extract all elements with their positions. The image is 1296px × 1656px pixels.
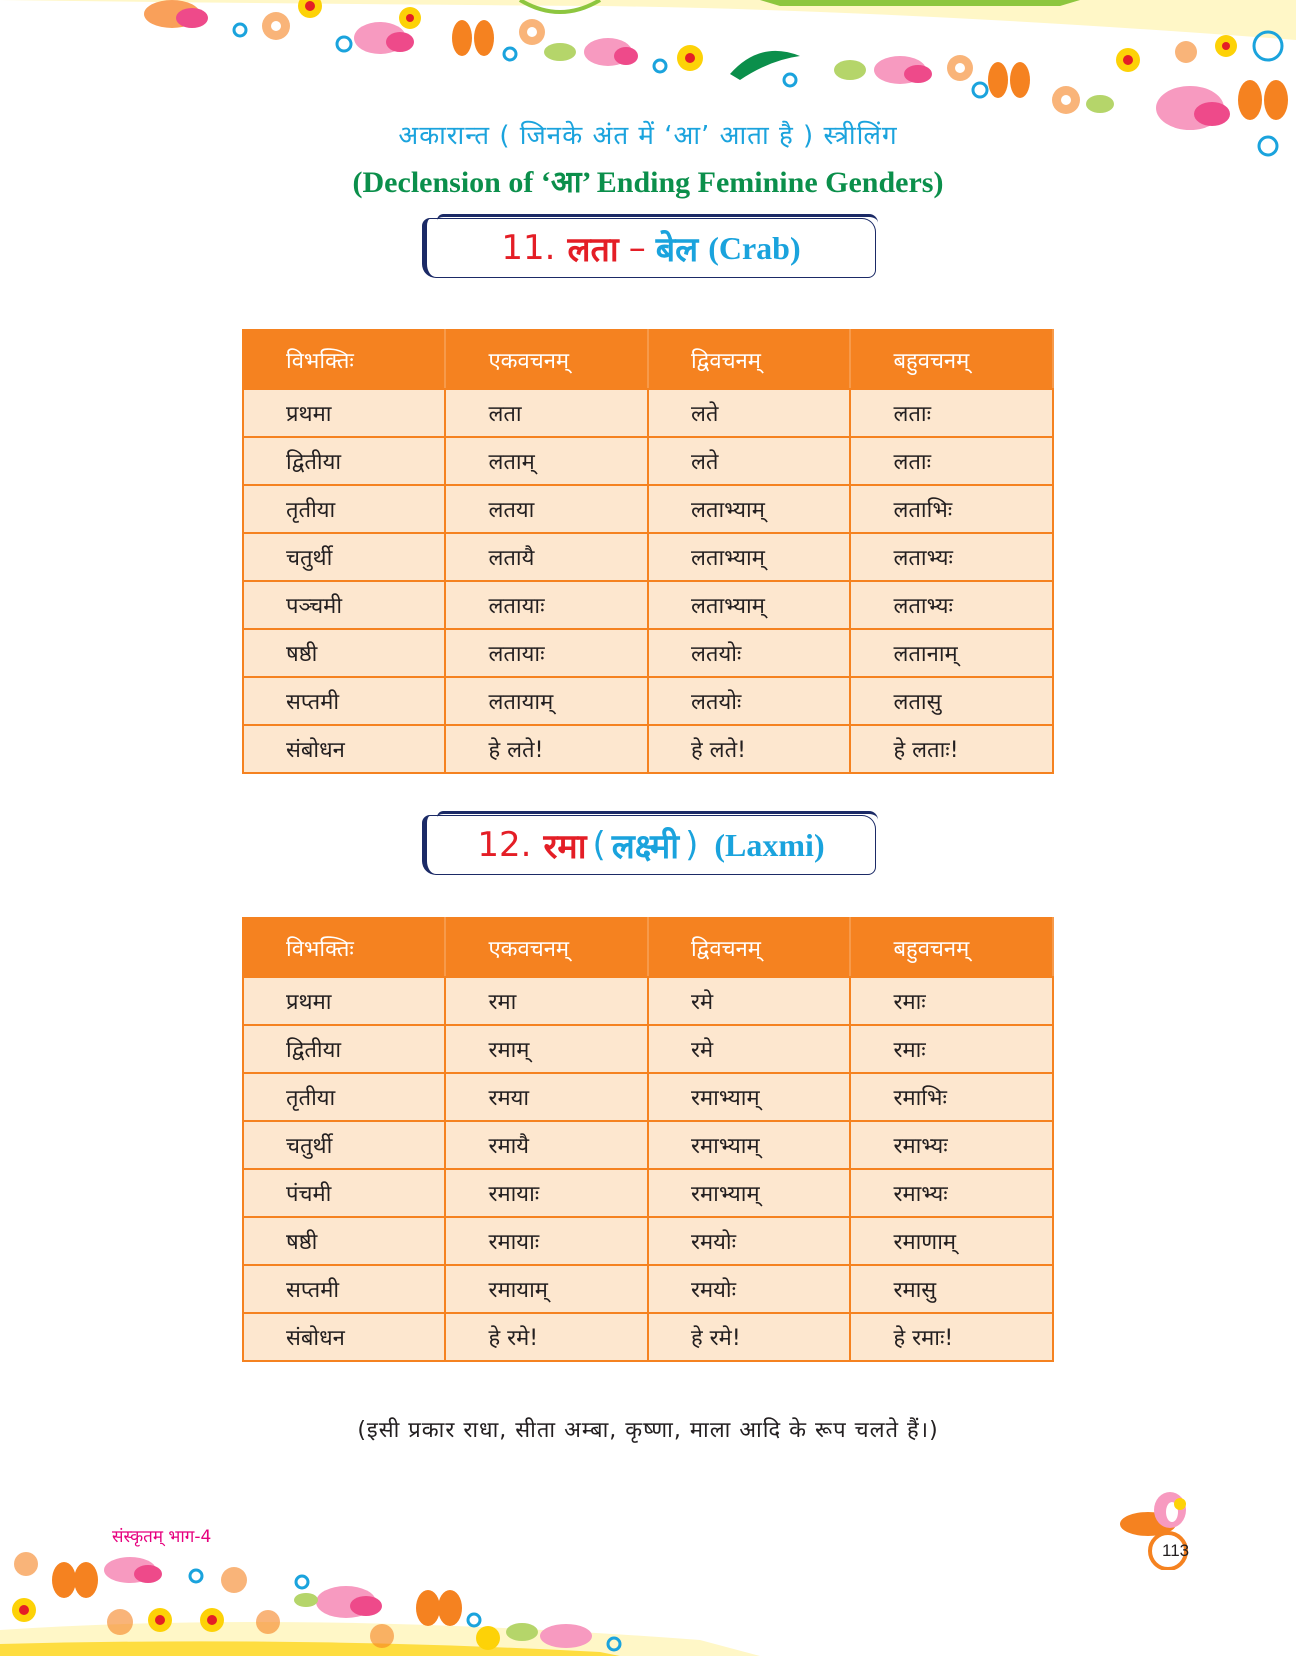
header-vibhakti: विभक्तिः [243, 330, 445, 389]
declension-table-lata [242, 329, 1054, 774]
table-row [243, 1313, 1053, 1361]
header-dvivachan: द्विवचनम् [648, 330, 850, 389]
table-header-row [243, 330, 1053, 389]
table-cell: रमाभ्यः [850, 1169, 1053, 1217]
butterfly-icon [988, 62, 1030, 98]
butterfly-icon [52, 1562, 98, 1598]
table-cell: लतायाम् [445, 677, 648, 725]
table-cell: लतयोः [648, 677, 850, 725]
table-cell: लतयोः [648, 629, 850, 677]
butterfly-icon [416, 1590, 462, 1626]
table-cell: हे रमे! [445, 1313, 648, 1361]
table-cell: रमे [648, 977, 850, 1025]
word-title-rama [422, 815, 876, 875]
table-cell: लते [648, 437, 850, 485]
table-cell: लते [648, 389, 850, 437]
table-cell: चतुर्थी [243, 533, 445, 581]
table-row [243, 485, 1053, 533]
table-cell: रमायाः [445, 1169, 648, 1217]
table-row [243, 437, 1053, 485]
table-cell: रमाभ्याम् [648, 1121, 850, 1169]
table-cell: रमा [445, 977, 648, 1025]
table-cell: रमाः [850, 977, 1053, 1025]
word-paren-open: ( [592, 825, 606, 865]
table-cell: लताम् [445, 437, 648, 485]
table-cell: रमाम् [445, 1025, 648, 1073]
table-row [243, 581, 1053, 629]
table-cell: षष्ठी [243, 629, 445, 677]
table-cell: रमाभ्याम् [648, 1169, 850, 1217]
declension-table-rama [242, 917, 1054, 1362]
table-row [243, 629, 1053, 677]
table-row [243, 1217, 1053, 1265]
word-english: (Laxmi) [714, 826, 825, 863]
word-separator: – [628, 228, 646, 268]
table-cell: लताभ्याम् [648, 485, 850, 533]
table-cell: लताभिः [850, 485, 1053, 533]
table-row [243, 389, 1053, 437]
table-cell: द्वितीया [243, 437, 445, 485]
table-cell: लता [445, 389, 648, 437]
butterfly-icon [104, 1557, 162, 1583]
table-row [243, 725, 1053, 773]
table-cell: तृतीया [243, 1073, 445, 1121]
table-cell: रमे [648, 1025, 850, 1073]
word-english: (Crab) [708, 229, 801, 266]
header-bahuvachan: बहुवचनम् [850, 918, 1053, 977]
table-cell: रमया [445, 1073, 648, 1121]
table-cell: लताः [850, 437, 1053, 485]
table-cell: लतानाम् [850, 629, 1053, 677]
table-row [243, 977, 1053, 1025]
butterfly-icon [144, 0, 208, 28]
bottom-floral-border [0, 1540, 1296, 1656]
usage-note: (इसी प्रकार राधा, सीता अम्बा, कृष्णा, माला आदि के रूप चलते हैं।) [357, 1418, 939, 1443]
table-cell: तृतीया [243, 485, 445, 533]
section-heading-hindi: अकारान्त ( जिनके अंत में ‘आ’ आता है ) स्त्रीलिंग [398, 121, 898, 151]
table-cell: रमयोः [648, 1217, 850, 1265]
butterfly-icon [1238, 80, 1288, 120]
table-cell: सप्तमी [243, 1265, 445, 1313]
table-cell: सप्तमी [243, 677, 445, 725]
table-cell: हे लते! [445, 725, 648, 773]
table-cell: पञ्चमी [243, 581, 445, 629]
table-row [243, 533, 1053, 581]
table-row [243, 677, 1053, 725]
table-cell: रमायाम् [445, 1265, 648, 1313]
table-row [243, 1121, 1053, 1169]
book-title-label: संस्कृतम् भाग-4 [112, 1527, 212, 1547]
word-number: 12. [477, 825, 532, 865]
header-bahuvachan: बहुवचनम् [850, 330, 1053, 389]
table-cell: संबोधन [243, 1313, 445, 1361]
butterfly-icon [452, 20, 494, 56]
table-cell: रमयोः [648, 1265, 850, 1313]
word-sanskrit: लता [567, 230, 619, 270]
header-dvivachan: द्विवचनम् [648, 918, 850, 977]
table-cell: षष्ठी [243, 1217, 445, 1265]
table-cell: हे रमे! [648, 1313, 850, 1361]
table-cell: हे लताः! [850, 725, 1053, 773]
table-cell: रमायाः [445, 1217, 648, 1265]
table-cell: लतायै [445, 533, 648, 581]
word-meaning: बेल [655, 230, 699, 270]
butterfly-icon [874, 56, 932, 84]
table-cell: लतया [445, 485, 648, 533]
table-cell: रमाभिः [850, 1073, 1053, 1121]
word-number: 11. [501, 228, 556, 268]
section-heading-english: (Declension of ‘आ’ Ending Feminine Genders) [352, 166, 944, 199]
table-cell: रमासु [850, 1265, 1053, 1313]
table-cell: लतायाः [445, 629, 648, 677]
table-cell: रमाणाम् [850, 1217, 1053, 1265]
butterfly-icon [584, 38, 638, 66]
table-cell: हे रमाः! [850, 1313, 1053, 1361]
table-cell: प्रथमा [243, 977, 445, 1025]
word-paren-close: ) [685, 825, 699, 865]
table-cell: लताः [850, 389, 1053, 437]
table-row [243, 1169, 1053, 1217]
table-cell: पंचमी [243, 1169, 445, 1217]
table-cell: प्रथमा [243, 389, 445, 437]
table-cell: लताभ्यः [850, 581, 1053, 629]
table-header-row [243, 918, 1053, 977]
table-cell: लतायाः [445, 581, 648, 629]
table-cell: लताभ्याम् [648, 533, 850, 581]
word-title-lata [422, 218, 876, 278]
table-row [243, 1073, 1053, 1121]
page-number: 113 [1162, 1541, 1190, 1560]
header-ekavachan: एकवचनम् [445, 330, 648, 389]
table-cell: द्वितीया [243, 1025, 445, 1073]
header-vibhakti: विभक्तिः [243, 918, 445, 977]
header-ekavachan: एकवचनम् [445, 918, 648, 977]
table-row [243, 1265, 1053, 1313]
butterfly-icon [316, 1586, 382, 1618]
table-cell: लताभ्यः [850, 533, 1053, 581]
table-cell: हे लते! [648, 725, 850, 773]
table-cell: चतुर्थी [243, 1121, 445, 1169]
table-cell: रमाः [850, 1025, 1053, 1073]
table-cell: रमाभ्यः [850, 1121, 1053, 1169]
page-number-badge [1118, 1490, 1204, 1570]
table-cell: संबोधन [243, 725, 445, 773]
butterfly-icon [540, 1624, 592, 1648]
table-cell: लतासु [850, 677, 1053, 725]
table-cell: रमाभ्याम् [648, 1073, 850, 1121]
word-sanskrit: रमा [543, 827, 587, 867]
table-row [243, 1025, 1053, 1073]
table-cell: रमायै [445, 1121, 648, 1169]
table-cell: लताभ्याम् [648, 581, 850, 629]
word-meaning: लक्ष्मी [611, 827, 680, 867]
